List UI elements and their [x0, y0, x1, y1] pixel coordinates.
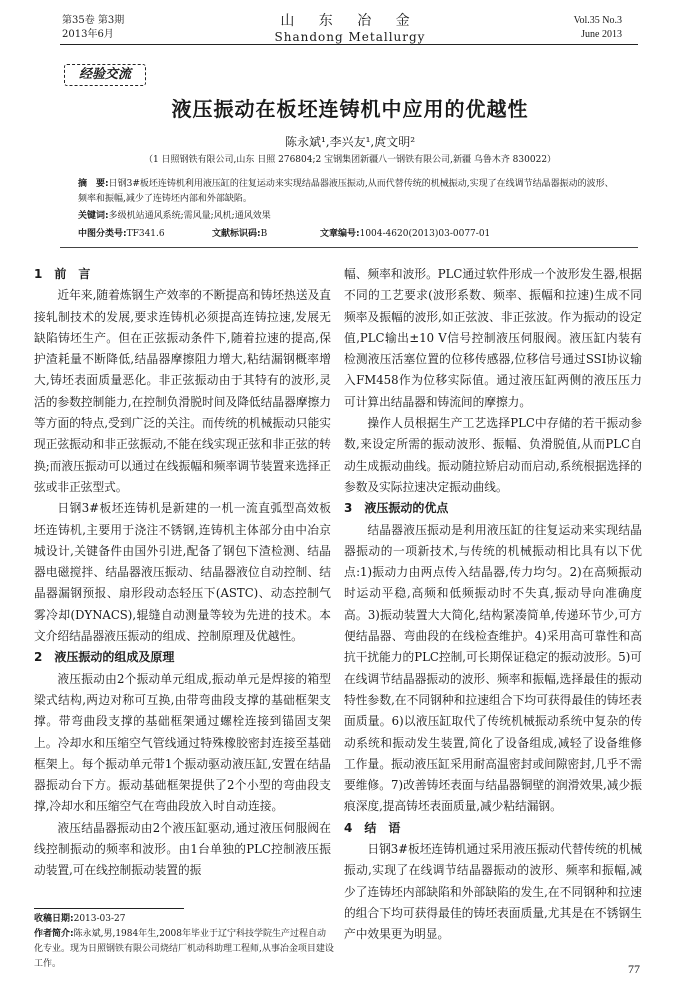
date-en: June 2013: [581, 29, 622, 40]
date-cn: 2013年6月: [62, 29, 114, 40]
section-heading: 4 结 语: [344, 820, 401, 835]
article-title: 液压振动在板坯连铸机中应用的优越性: [171, 97, 529, 121]
abstract-text: 日钢3#板坯连铸机利用液压缸的往复运动来实现结晶器液压振动,从而代替传统的机械振动,实现了在线调节结晶器振动的波形、频率和振幅,减少了连铸坯内部和外部缺陷。: [78, 179, 614, 204]
paragraph: 液压振动由2个振动单元组成,振动单元是焊接的箱型梁式结构,两边对称可互换,由带弯曲段支撑的基础框架支撑。带弯曲段支撑的基础框架通过螺栓连接到锚固支架上。冷却水和压缩空气管线通过特殊橡胶密封连接至基础框架上。每个振动单元带1个振动驱动液压缸,安置在结晶器振动台下方。振动基础框架提供了2个小型的弯曲段支撑,冷却水和压缩空气在弯曲段放入时自动连接。: [34, 671, 331, 814]
section-heading: 2 液压振动的组成及原理: [34, 650, 175, 665]
paragraph: 结晶器液压振动是利用液压缸的往复运动来实现结晶器振动的一项新技术,与传统的机械振动相比具有以下优点:1)振动力由两点传入结晶器,传力均匀。2)在高频振动时运动平稳,高频和低频振动时不失真,振动导向准确度高。3)振动装置大大简化,结构紧凑简单,传递环节少,可方便结晶器、弯曲段的在线检查维护。4)采用高可靠性和高抗干扰能力的PLC控制,可长期保证稳定的振动波形。5)可在线调节结晶器振动的波形、频率和振幅,选择最佳的振动特性参数,在不同钢种和拉速组合下均可获得最佳的铸坯表面质量。6)以液压缸取代了传统机械振动系统中复杂的传动系统和振动发生装置,简化了设备组成,减轻了设备维修工作量。振动液压缸采用耐高温密封或间隙密封,几乎不需要维修。7)改善铸坯表面与结晶器铜壁的润滑效果,减少振痕深度,提高铸坯表面质量,减少粘结漏钢。: [344, 522, 642, 814]
volume-cn: 第35卷 第3期: [62, 15, 125, 26]
footnote-rule: [34, 908, 184, 909]
article-value: 1004-4620(2013)03-0077-01: [359, 229, 491, 239]
paragraph: 近年来,随着炼钢生产效率的不断提高和铸坯热送及直接轧制技术的发展,要求连铸机必须提高连铸拉速,发展无缺陷铸坯生产。但在正弦振动条件下,随着拉速的提高,保护渣耗量不断降低,结晶器摩擦阻力增大,粘结漏钢概率增大,铸坯表面质量恶化。非正弦振动由于其特有的波形,灵活的参数控制能力,在控制负滑脱时间及降低结晶器摩擦力等方面的特点,受到广泛的关注。而传统的机械振动只能实现正弦振动和非正弦振动,不能在线实现正弦和非正弦的转换;而液压振动可以通过在线振幅和频率调节装置来选择正弦或非正弦型式。: [34, 288, 331, 494]
author-bio: [34, 927, 334, 972]
received-date: [34, 912, 334, 927]
class-number: [78, 226, 165, 239]
authors: 陈永斌¹,李兴友¹,庹文明²: [284, 135, 416, 149]
paragraph: 操作人员根据生产工艺选择PLC中存储的若干振动参数,来设定所需的振动波形、振幅、负滑脱值,从而PLC自动生成振动曲线。振动随拉矫启动而启动,系统根据选择的参数及实际拉速决定振动曲线。: [344, 416, 642, 494]
received-label: 收稿日期:: [34, 914, 74, 924]
affiliation: （1 日照钢铁有限公司,山东 日照 276804;2 宝钢集团新疆八一钢铁有限公司,新疆 乌鲁木齐 830022）: [143, 155, 557, 165]
received-value: 2013-03-27: [73, 914, 126, 924]
footnote: [34, 912, 334, 972]
column-tag: 经验交流: [64, 64, 146, 86]
header-rule: [60, 44, 638, 45]
article-label: 文章编号:: [320, 229, 360, 239]
keywords-label: 关键词:: [78, 211, 109, 221]
article-number: [320, 226, 490, 239]
abstract: [78, 177, 620, 207]
doccode-label: 文献标识码:: [212, 229, 261, 239]
paragraph: 幅、频率和波形。PLC通过软件形成一个波形发生器,根据不同的工艺要求(波形系数、频率、振幅和拉速)生成不同频率及振幅的波形,如正弦波、非正弦波。作为振动的设定值,PLC输出±10 V信号控制液压伺服阀。液压缸内装有检测液压活塞位置的位移传感器,位移信号通过SSI协议输入FM458作为位移实际值。通过液压缸两侧的液压压力可计算出结晶器和铸流间的摩擦力。: [344, 267, 642, 409]
right-column: [344, 264, 642, 946]
keywords-text: 多级机站通风系统;需风量;风机;通风效果: [108, 211, 271, 221]
left-column: [34, 264, 331, 882]
abstract-label: 摘 要:: [78, 179, 109, 189]
bio-text: 陈永斌,男,1984年生,2008年毕业于辽宁科技学院生产过程自动化专业。现为日照钢铁有限公司烧结厂机动科助理工程师,从事冶金项目建设工作。: [34, 929, 334, 969]
bio-label: 作者简介:: [34, 929, 74, 939]
meta-rule: [60, 247, 638, 248]
paragraph: 日钢3#板坯连铸机是新建的一机一流直弧型高效板坯连铸机,主要用于浇注不锈钢,连铸机主体部分由中冶京城设计,关键备件由国外引进,配备了钢包下渣检测、结晶器电磁搅拌、结晶器液压振动、结晶器液位自动控制、结晶器漏钢预报、扇形段动态轻压下(ASTC)、动态控制气雾冷却(DYNACS),辊缝自动测量等较为先进的技术。本文介绍结晶器液压振动的组成、控制原理及优越性。: [34, 501, 331, 644]
keywords: [78, 209, 620, 224]
paragraph: 日钢3#板坯连铸机通过采用液压振动代替传统的机械振动,实现了在线调节结晶器振动的波形、频率和振幅,减少了连铸坯内部缺陷和外部缺陷的发生,在不同钢种和拉速的组合下均可获得最佳的铸坯表面质量,尤其是在不锈钢生产中效果更为明显。: [344, 842, 642, 942]
journal-name-en: Shandong Metallurgy: [274, 30, 426, 44]
class-label: 中图分类号:: [78, 229, 127, 239]
page-number: 77: [628, 962, 640, 976]
volume-en: Vol.35 No.3: [573, 15, 622, 26]
journal-name-cn: 山 东 冶 金: [280, 13, 420, 29]
section-heading: 1 前 言: [34, 267, 91, 281]
doccode-value: B: [260, 229, 268, 239]
section-heading: 3 液压振动的优点: [344, 501, 449, 516]
header-right: [574, 14, 622, 42]
class-value: TF341.6: [126, 229, 165, 239]
paragraph: 液压结晶器振动由2个液压缸驱动,通过液压伺服阀在线控制振动的频率和波形。由1台单独的PLC控制液压振动装置,可在线控制振动装置的振: [34, 820, 331, 878]
document-code: [212, 226, 267, 239]
